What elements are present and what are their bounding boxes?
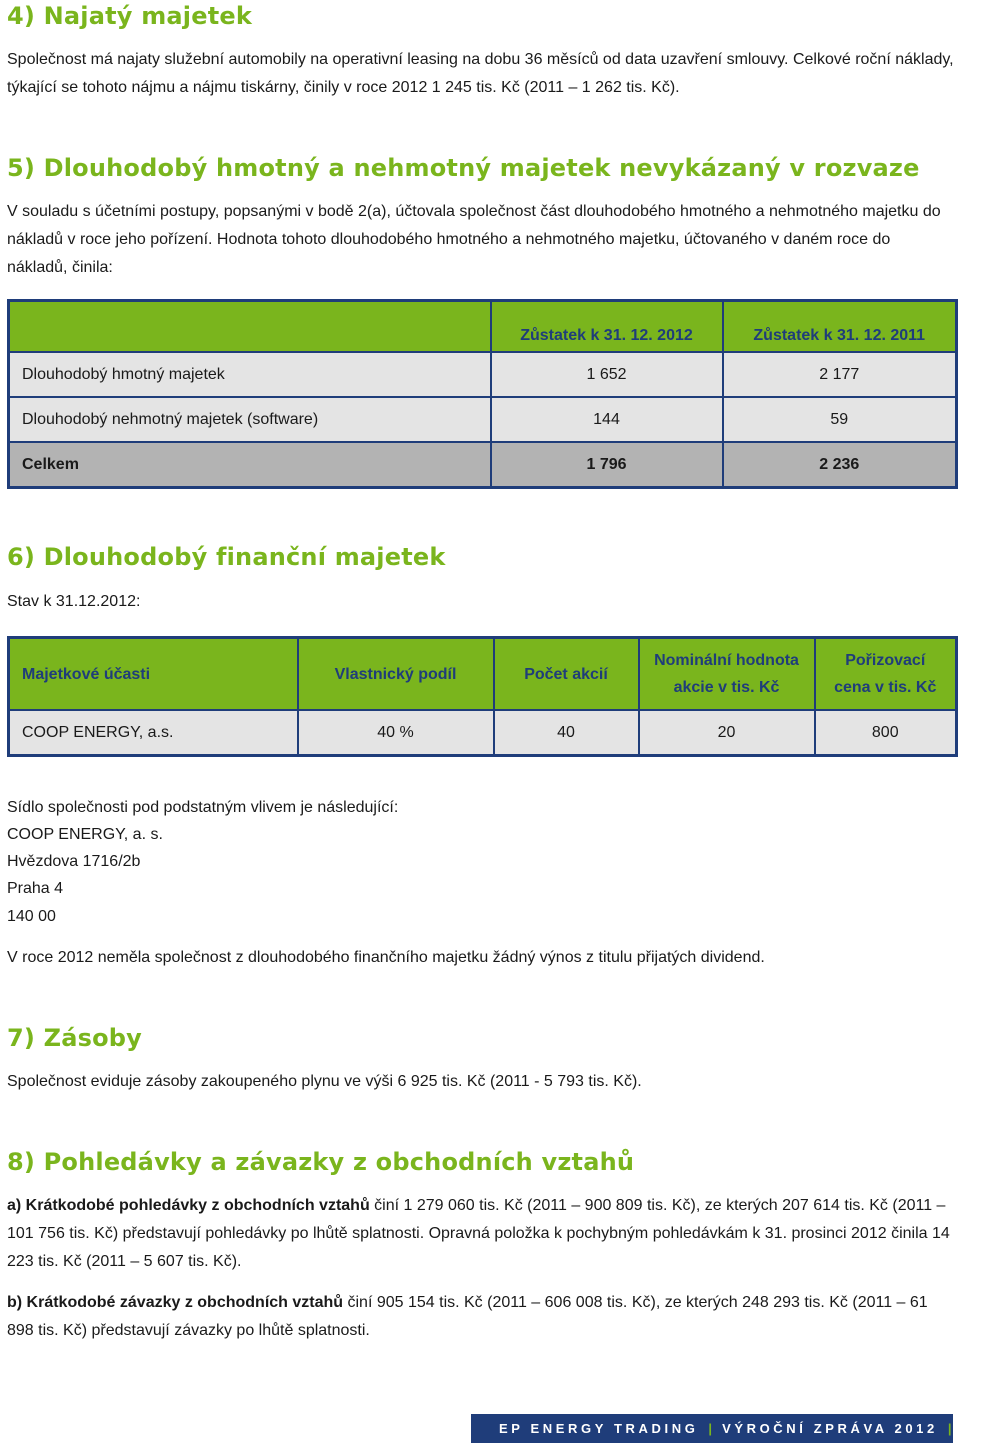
row-value: 2 177 [723, 352, 957, 397]
footer-company: EP ENERGY TRADING [499, 1421, 699, 1436]
stav-date: Stav k 31.12.2012: [7, 593, 141, 610]
page-footer [471, 1414, 983, 1443]
row-value: 40 % [298, 710, 494, 756]
receivables-text: činí 1 279 060 tis. Kč (2011 – 900 809 tis. Kč), ze kterých 207 614 tis. Kč (2011 – 101 756 tis. Kč) představují pohledávky po lhůtě splatnosti. Opravná položka k pochybným pohledávkám k 31. prosinci 2012 činila 14 223 tis. Kč (2011 – 5 607 tis. Kč). [7, 1197, 950, 1270]
table-row [9, 710, 957, 756]
row-label: Dlouhodobý hmotný majetek [9, 352, 491, 397]
page-number: 20 [961, 1421, 983, 1436]
row-value: 20 [639, 710, 815, 756]
row-value: 40 [494, 710, 639, 756]
footer-separator: | [947, 1421, 952, 1436]
address-line: Praha 4 [7, 880, 64, 897]
table-header-row [9, 638, 957, 711]
section-5-text: V souladu s účetními postupy, popsanými v bodě 2(a), účtovala společnost část dlouhodobého hmotného a nehmotného majetku do nákladů v roce jeho pořízení. Hodnota tohoto dlouhodobého hmotného a nehmotného majetku, účtovaného v daném roce do nákladů, činila: [7, 203, 941, 276]
table-header-cell: Zůstatek k 31. 12. 2011 [723, 301, 957, 353]
table-header-cell: Nominální hodnota akcie v tis. Kč [639, 638, 815, 711]
total-label: Celkem [9, 442, 491, 488]
financial-assets-table [7, 636, 958, 757]
row-label: Dlouhodobý nehmotný majetek (software) [9, 397, 491, 442]
table-header-cell: Majetkové účasti [9, 638, 298, 711]
table-row [9, 352, 957, 397]
section-7-text: Společnost eviduje zásoby zakoupeného plynu ve výši 6 925 tis. Kč (2011 - 5 793 tis. Kč). [7, 1073, 642, 1090]
payables-text: činí 905 154 tis. Kč (2011 – 606 008 tis. Kč), ze kterých 248 293 tis. Kč (2011 – 61 898 tis. Kč) představují závazky po lhůtě splatnosti. [7, 1294, 928, 1339]
payables-paragraph [7, 1289, 955, 1345]
table-header-cell: Vlastnický podíl [298, 638, 494, 711]
payables-title: b) Krátkodobé závazky z obchodních vztahů [7, 1294, 344, 1311]
table-header-cell: Pořizovací cena v tis. Kč [815, 638, 957, 711]
section-4-text: Společnost má najaty služební automobily na operativní leasing na dobu 36 měsíců od data uzavření smlouvy. Celkové roční náklady, týkající se tohoto nájmu a nájmu tiskárny, činily v roce 2012 1 245 tis. Kč (2011 – 1 262 tis. Kč). [7, 51, 954, 96]
address-line: Hvězdova 1716/2b [7, 853, 141, 870]
row-value: 59 [723, 397, 957, 442]
section-7-heading: 7) Zásoby [7, 1024, 143, 1052]
address-line: COOP ENERGY, a. s. [7, 826, 163, 843]
off-balance-assets-table [7, 299, 958, 489]
row-value: 144 [491, 397, 723, 442]
table-header-row [9, 301, 957, 353]
footer-separator: | [708, 1421, 713, 1436]
row-value: 800 [815, 710, 957, 756]
receivables-paragraph [7, 1192, 955, 1276]
footer-report: VÝROČNÍ ZPRÁVA 2012 [722, 1421, 938, 1436]
dividend-text: V roce 2012 neměla společnost z dlouhodobého finančního majetku žádný výnos z titulu přijatých dividend. [7, 949, 765, 966]
table-header-cell: Zůstatek k 31. 12. 2012 [491, 301, 723, 353]
table-header-cell: Počet akcií [494, 638, 639, 711]
table-header-cell [9, 301, 491, 353]
table-row [9, 397, 957, 442]
row-label: COOP ENERGY, a.s. [9, 710, 298, 756]
total-value: 1 796 [491, 442, 723, 488]
address-line: 140 00 [7, 908, 56, 925]
table-total-row [9, 442, 957, 488]
section-6-heading: 6) Dlouhodobý finanční majetek [7, 543, 446, 571]
section-5-heading: 5) Dlouhodobý hmotný a nehmotný majetek nevykázaný v rozvaze [7, 154, 920, 182]
address-line: Sídlo společnosti pod podstatným vlivem je následující: [7, 799, 399, 816]
section-8-heading: 8) Pohledávky a závazky z obchodních vztahů [7, 1148, 635, 1176]
receivables-title: a) Krátkodobé pohledávky z obchodních vztahů [7, 1197, 370, 1214]
section-4-heading: 4) Najatý majetek [7, 2, 253, 30]
row-value: 1 652 [491, 352, 723, 397]
total-value: 2 236 [723, 442, 957, 488]
